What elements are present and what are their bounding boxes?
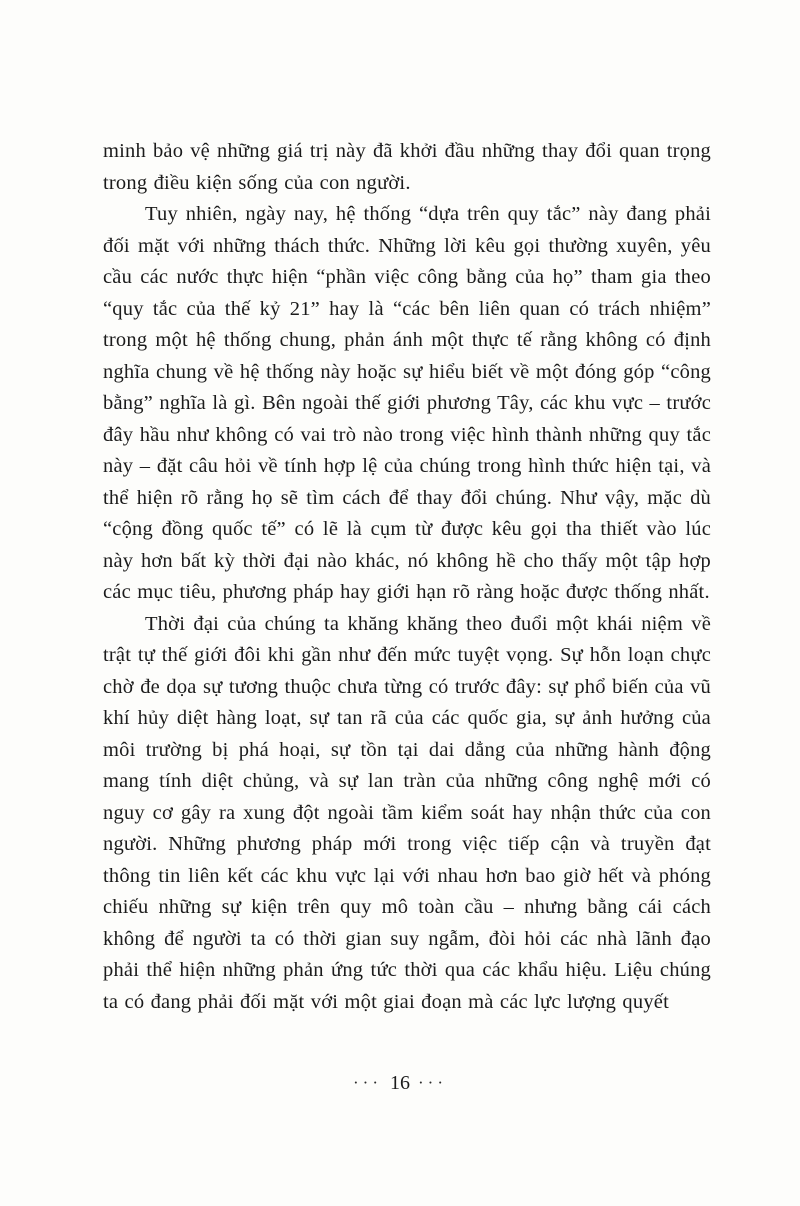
page-number: 16: [390, 1072, 410, 1094]
footer-dots-right: ···: [418, 1073, 447, 1092]
footer-dots-left: ···: [353, 1073, 382, 1092]
page-footer: [0, 1072, 800, 1095]
page-text-block: [103, 136, 711, 1018]
paragraph: Tuy nhiên, ngày nay, hệ thống “dựa trên quy tắc” này đang phải đối mặt với những thách thức. Những lời kêu gọi thường xuyên, yêu cầu các nước thực hiện “phần việc công bằng của họ” tham gia theo “quy tắc của thế kỷ 21” hay là “các bên liên quan có trách nhiệm” trong một hệ thống chung, phản ánh một thực tế rằng không có định nghĩa chung về hệ thống này hoặc sự hiểu biết về một đóng góp “công bằng” nghĩa là gì. Bên ngoài thế giới phương Tây, các khu vực – trước đây hầu như không có vai trò nào trong việc hình thành những quy tắc này – đặt câu hỏi về tính hợp lệ của chúng trong hình thức hiện tại, và thể hiện rõ rằng họ sẽ tìm cách để thay đổi chúng. Như vậy, mặc dù “cộng đồng quốc tế” có lẽ là cụm từ được kêu gọi tha thiết vào lúc này hơn bất kỳ thời đại nào khác, nó không hề cho thấy một tập hợp các mục tiêu, phương pháp hay giới hạn rõ ràng hoặc được thống nhất.: [103, 203, 711, 603]
paragraph-continuation: minh bảo vệ những giá trị này đã khởi đầu những thay đổi quan trọng trong điều kiện sống của con người.: [103, 140, 711, 194]
paragraph: Thời đại của chúng ta khăng khăng theo đuổi một khái niệm về trật tự thế giới đôi khi gần như đến mức tuyệt vọng. Sự hỗn loạn chực chờ đe dọa sự tương thuộc chưa từng có trước đây: sự phổ biến của vũ khí hủy diệt hàng loạt, sự tan rã của các quốc gia, sự ảnh hưởng của môi trường bị phá hoại, sự tồn tại dai dẳng của những hành động mang tính diệt chủng, và sự lan tràn của những công nghệ mới có nguy cơ gây ra xung đột ngoài tầm kiểm soát hay nhận thức của con người. Những phương pháp mới trong việc tiếp cận và truyền đạt thông tin liên kết các khu vực lại với nhau hơn bao giờ hết và phóng chiếu những sự kiện trên quy mô toàn cầu – nhưng bằng cái cách không để người ta có thời gian suy ngẫm, đòi hỏi các nhà lãnh đạo phải thể hiện những phản ứng tức thời qua các khẩu hiệu. Liệu chúng ta có đang phải đối mặt với một giai đoạn mà các lực lượng quyết: [103, 612, 711, 1013]
